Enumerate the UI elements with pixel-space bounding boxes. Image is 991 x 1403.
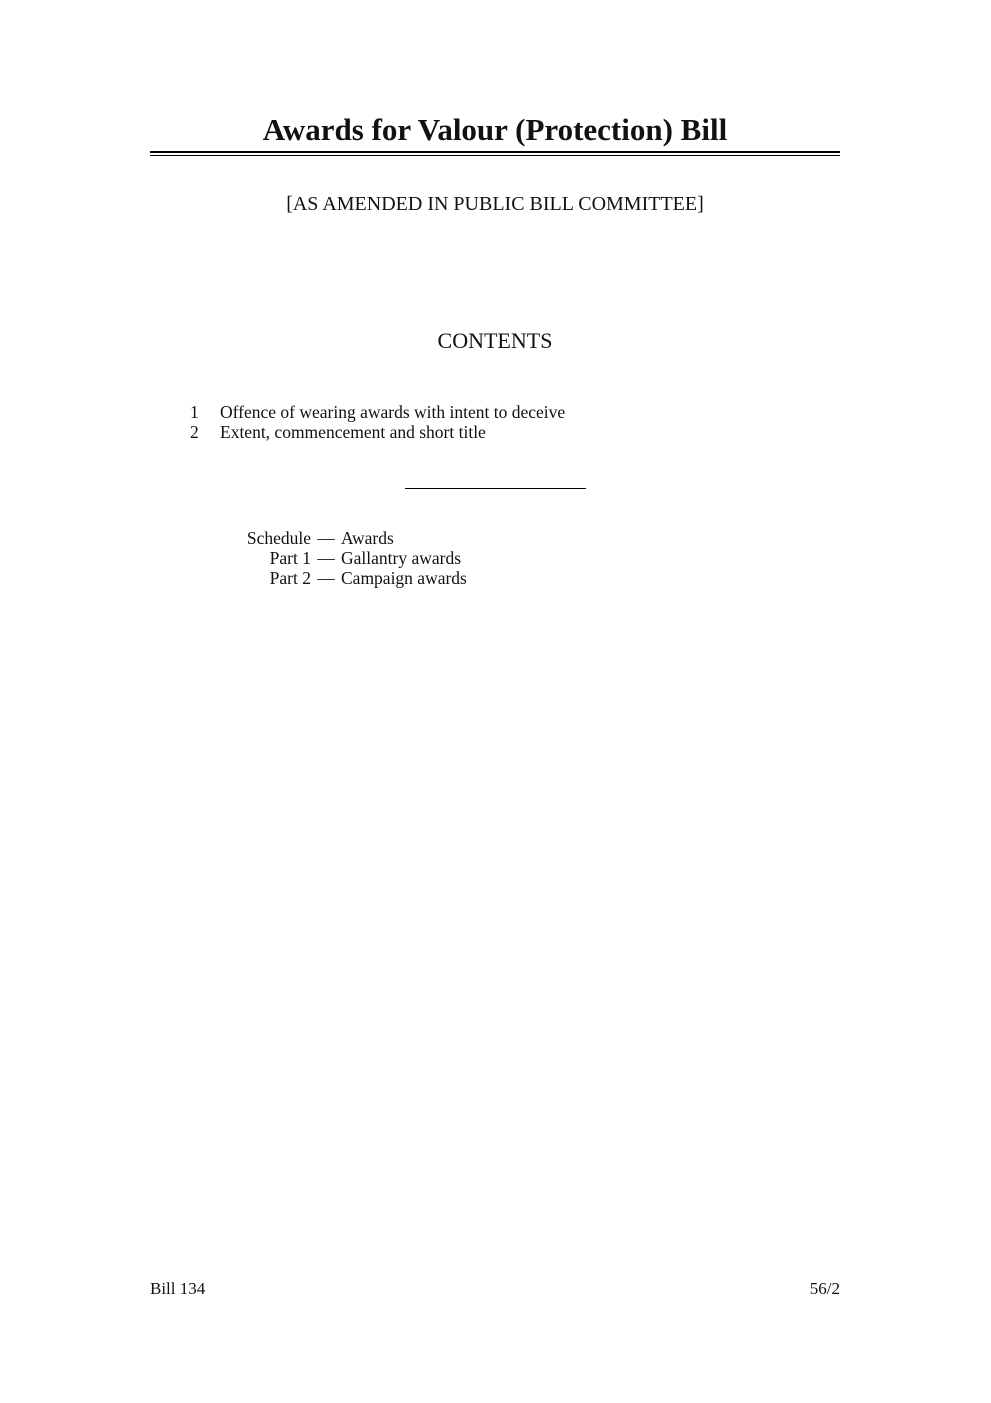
bill-number: Bill 134	[150, 1279, 206, 1298]
schedule-entry	[236, 548, 467, 568]
amendment-status: [AS AMENDED IN PUBLIC BILL COMMITTEE]	[286, 193, 704, 215]
clause-number: 2	[190, 422, 199, 442]
bill-reference: 56/2	[809, 1279, 840, 1298]
schedule-label: Schedule	[246, 528, 311, 548]
title-rule-thin	[150, 155, 840, 156]
clause-number: 1	[190, 402, 199, 422]
bill-title: Awards for Valour (Protection) Bill	[262, 112, 728, 147]
clause-list	[190, 402, 565, 442]
clause-title: Offence of wearing awards with intent to deceive	[220, 402, 566, 422]
schedule-label: Part 1	[269, 548, 311, 568]
schedule-title: Gallantry awards	[341, 548, 462, 568]
schedule-entry	[236, 568, 467, 588]
contents-heading: CONTENTS	[437, 328, 553, 353]
title-rule-thick	[150, 151, 840, 153]
schedule-title: Campaign awards	[341, 568, 467, 588]
section-divider	[405, 488, 586, 489]
schedule-entry	[236, 528, 467, 548]
clause-entry	[190, 402, 565, 422]
schedule-list	[236, 528, 467, 588]
clause-entry	[190, 422, 565, 442]
schedule-title: Awards	[341, 528, 394, 548]
em-dash: —	[317, 548, 335, 568]
schedule-label: Part 2	[269, 568, 311, 588]
em-dash: —	[317, 528, 335, 548]
clause-title: Extent, commencement and short title	[220, 422, 486, 442]
em-dash: —	[317, 568, 335, 588]
